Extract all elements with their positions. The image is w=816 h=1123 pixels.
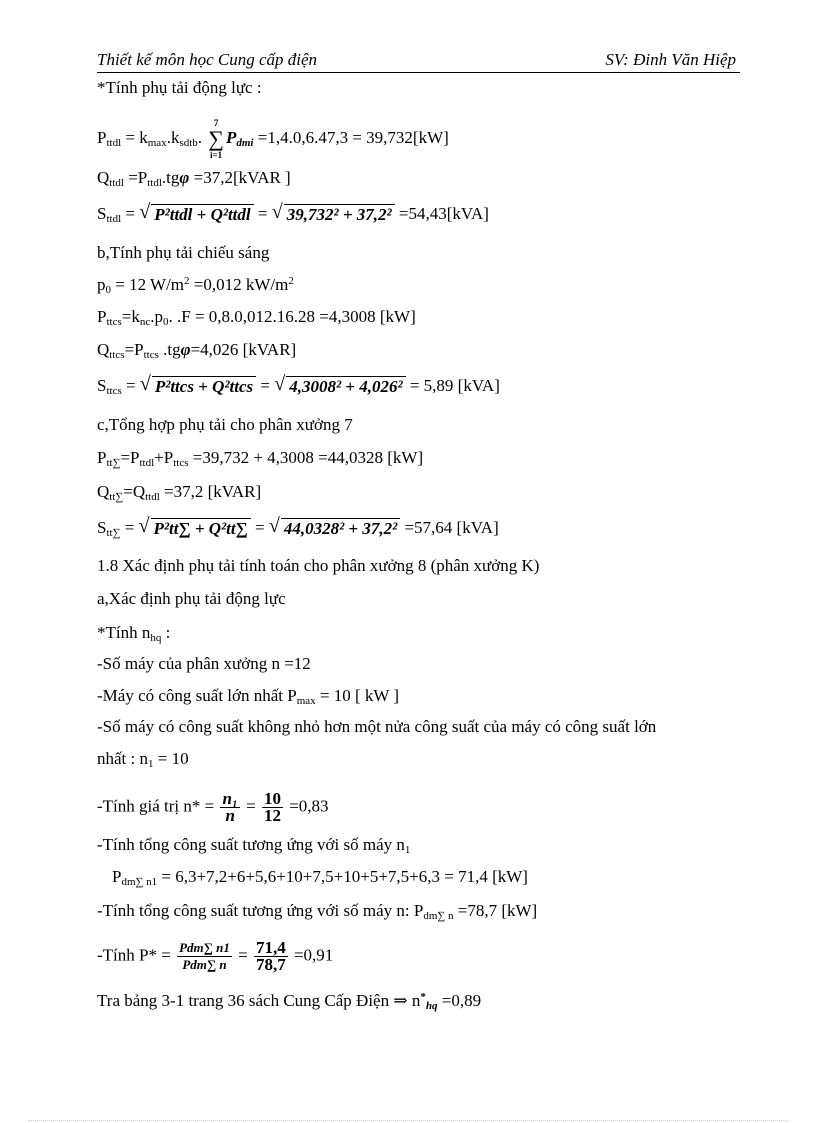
line-section-1-8-heading: 1.8 Xác định phụ tải tính toán cho phân xưởng 8 (phân xưởng K) — [97, 556, 540, 575]
line-n1-value: nhất : $n_1 = 10$ — [97, 749, 189, 770]
line-ptt-total-formula: $P_{tt\sum}=P_{ttdl}+P_{ttcs} =39,732 + 4,3008 =44,0328$ [kW] — [97, 448, 424, 469]
header-student-name: SV: Đinh Văn Hiệp — [605, 50, 736, 69]
line-nhq-heading: *Tính $n_{hq}$ : — [97, 623, 171, 644]
line-n-star: -Tính giá trị n* = $\frac{\text{n₁}}{n}$ = $\frac{10}{12}$ =0,83 — [97, 789, 329, 825]
line-stt-total-formula: $S_{tt\sum}$ = √ P²tt∑ + Q²tt∑ = √ 44,0328² + 37,2² =57,64 [kVA] — [97, 518, 499, 539]
page-bottom-divider — [28, 1120, 788, 1121]
page-header — [97, 48, 740, 73]
line-dynamic-load-heading: *Tính phụ tải động lực : — [97, 78, 262, 97]
line-sttdl-formula: $S_{ttdl}$ = √ P²ttdl + Q²ttdl = √ 39,732² + 37,2² =54,43[kVA] — [97, 204, 489, 225]
line-p0-value: $p_0 = 12$ $W/m^2 =0,012$ $kW/m^2$ — [97, 275, 294, 296]
line-pmax: -Máy có công suất lớn nhất $P_{max} = 10$ [ kW ] — [97, 686, 400, 707]
line-machine-count: -Số máy của phân xưởng n =12 — [97, 654, 311, 673]
line-pttdl-formula: $P_{ttdl} = k_{max}.k_{sdtb}$. 7 ∑ i=1 $P_{dmi} =1,4.0,6.47,3 = 39,732[kW]$ — [97, 118, 449, 160]
line-pdm-n1-sum: $P_{dm\sum n1} = 6,3+7,2+6+5,6+10+7,5+10+5+7,5+6,3 = 71,4$ [kW] — [112, 867, 528, 888]
line-total-power-n1-heading: -Tính tổng công suất tương ứng với số máy $n_1$ — [97, 835, 411, 856]
implies-arrow-icon: ⇒ — [393, 991, 408, 1010]
header-course-title: Thiết kế môn học Cung cấp điện — [97, 50, 318, 69]
fraction-71-over-78: $\frac{71,4}{78,7}$ — [255, 938, 286, 974]
line-dynamic-load-subheading: a,Xác định phụ tải động lực — [97, 589, 286, 608]
line-sttcs-formula: $S_{ttcs}$ = √ P²ttcs + Q²ttcs = √ 4,3008² + 4,026² = 5,89 [kVA] — [97, 376, 500, 397]
line-lighting-heading: b,Tính phụ tải chiếu sáng — [97, 243, 270, 262]
fraction-n1-over-n: $\frac{\text{n₁}}{n}$ — [222, 789, 238, 825]
line-qtt-total-formula: $Q_{tt\sum}=Q_{ttdl} =37,2$ [kVAR] — [97, 482, 262, 503]
line-table-lookup: Tra bảng 3-1 trang 36 sách Cung Cấp Điện ⇒ $n^*_{hq} =0,89$ — [97, 991, 482, 1012]
fraction-pdm-ratio: $\frac{\text{Pdm∑ n1}}{\text{Pdm∑ n}}$ — [179, 940, 230, 972]
fraction-10-over-12: $\frac{10}{12}$ — [263, 789, 281, 825]
line-half-power-machines: -Số máy có công suất không nhỏ hơn một nửa công suất của máy có công suất lớn — [97, 717, 657, 736]
line-p-star: -Tính P* = $\frac{\text{Pdm∑ n1}}{\text{Pdm∑ n}}$ = $\frac{71,4}{78,7}$ =0,91 — [97, 938, 334, 974]
summation-sign: 7 ∑ i=1 — [208, 118, 224, 160]
line-total-load-heading: c,Tổng hợp phụ tải cho phân xưởng 7 — [97, 415, 353, 434]
line-pttcs-formula: $P_{ttcs}=k_{nc}.p_0$. .F = 0,8.0,012.16.28 =4,3008 [kW] — [97, 307, 416, 328]
line-qttdl-formula: $Q_{ttdl} =P_{ttdl}.tg\varphi$ =37,2[kVAR ] — [97, 168, 291, 189]
line-pdm-n-sum: -Tính tổng công suất tương ứng với số máy n: $P_{dm\sum n} =78,7$ [kW] — [97, 901, 538, 922]
line-qttcs-formula: $Q_{ttcs}=P_{ttcs}$ .tgφ=4,026 [kVAR] — [97, 340, 297, 361]
